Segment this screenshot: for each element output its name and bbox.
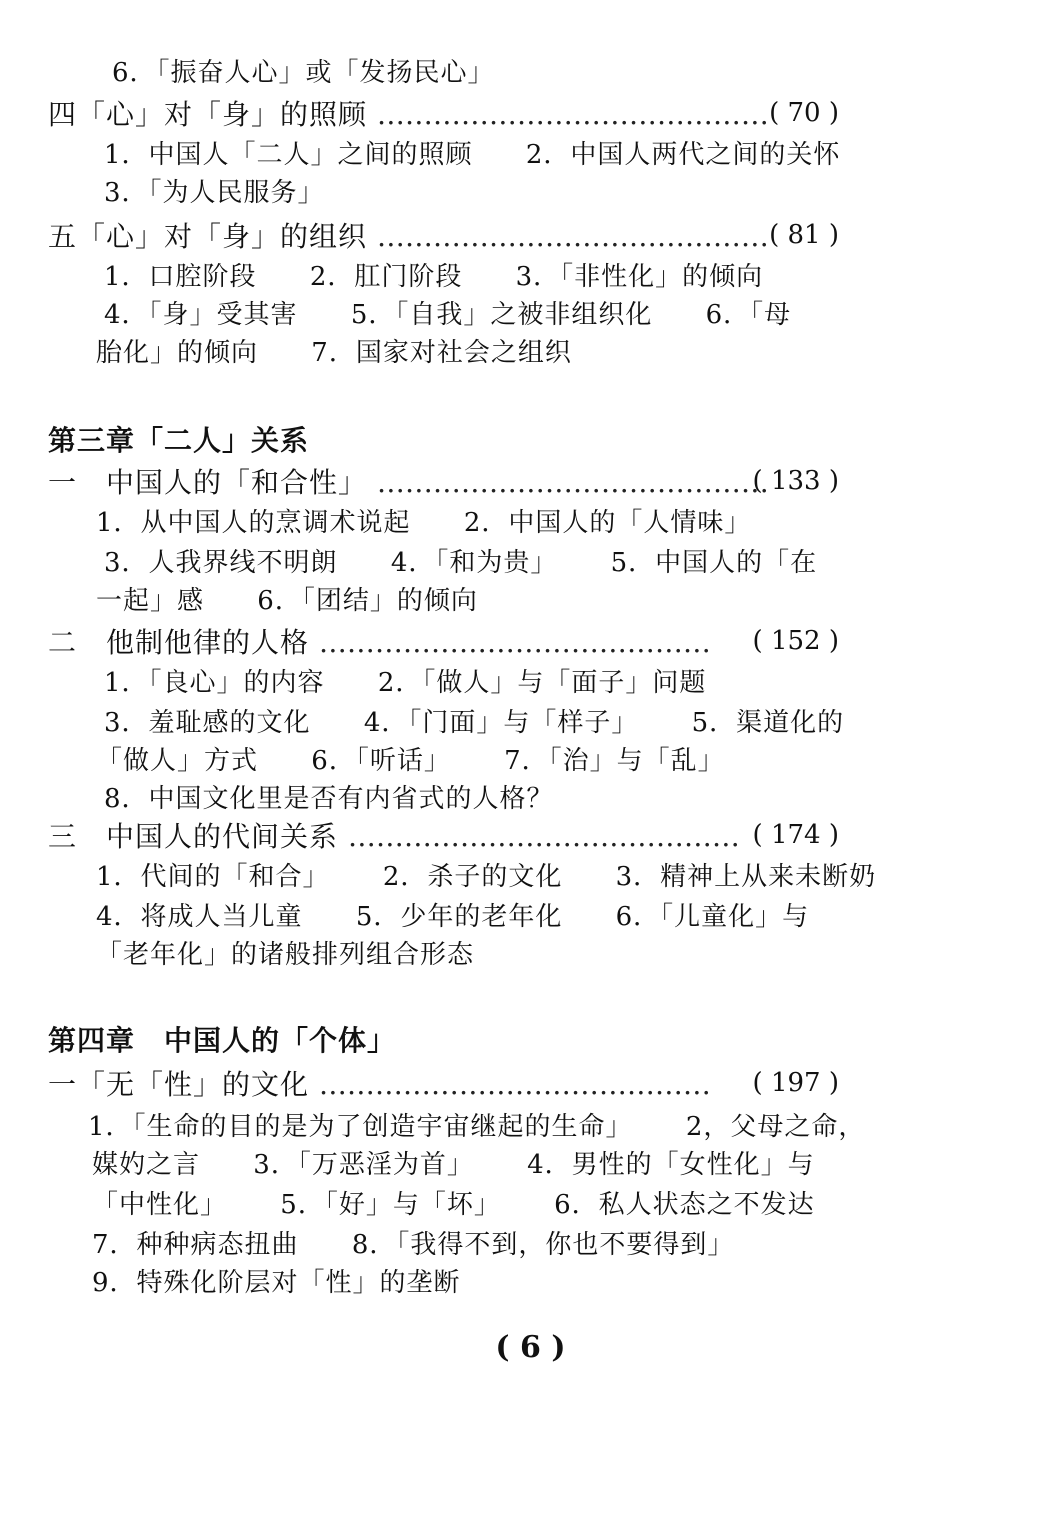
toc-section — [48, 466, 769, 500]
toc-item: 「做人」方式 — [96, 746, 259, 776]
toc-item: 胎化」的倾向 — [96, 338, 259, 368]
toc-item: 6．「团结」的倾向 — [257, 586, 478, 616]
toc-item: 7．「治」与「乱」 — [504, 746, 725, 776]
toc-items-row — [88, 1110, 865, 1144]
toc-item: 2．杀子的文化 — [382, 862, 563, 892]
toc-item: 1．代间的「和合」 — [96, 862, 330, 892]
toc-item: 3．精神上从来未断奶 — [615, 862, 877, 892]
toc-items-row — [96, 900, 809, 934]
toc-items-row — [96, 860, 876, 894]
toc-items-row — [92, 1188, 815, 1222]
toc-item: 5．少年的老年化 — [355, 902, 563, 932]
toc-item: 2．肛门阶段 — [309, 262, 463, 292]
toc-item: 6．「儿童化」与 — [615, 902, 810, 932]
toc-item: 2，父母之命， — [685, 1112, 866, 1142]
leader-dots: …………………………………… — [376, 466, 769, 499]
page-number: ( 174 ) — [752, 820, 839, 850]
leader-dots: …………………………………… — [318, 1068, 711, 1101]
toc-items-row — [104, 546, 817, 580]
page-folio: ( 6 ) — [495, 1330, 566, 1365]
toc-item: 5．「自我」之被非组织化 — [350, 300, 653, 330]
section-title: 一「无「性」的文化 — [48, 1068, 310, 1101]
toc-items-row — [96, 506, 751, 540]
toc-item: 5．中国人的「在 — [610, 548, 818, 578]
toc-item: 4．「身」受其害 — [104, 300, 298, 330]
toc-item: 1．从中国人的烹调术说起 — [96, 508, 411, 538]
toc-item: 1．中国人「二人」之间的照顾 — [104, 140, 473, 170]
toc-item: 「中性化」 — [92, 1190, 228, 1220]
section-title: 一 中国人的「和合性」 — [48, 466, 368, 499]
toc-item: 3．羞耻感的文化 — [104, 708, 311, 738]
toc-items-row — [92, 1266, 461, 1300]
toc-items-row — [104, 260, 763, 294]
toc-items-row — [104, 138, 840, 172]
toc-items-row — [92, 1228, 734, 1262]
toc-section — [48, 820, 740, 854]
toc-item: 5．「好」与「坏」 — [280, 1190, 501, 1220]
toc-section-4 — [48, 98, 769, 132]
toc-items-row — [96, 744, 725, 778]
toc-item: 9．特殊化阶层对「性」的垄断 — [92, 1268, 461, 1298]
toc-item: 一起」感 — [96, 586, 205, 616]
toc-item: 7．种种病态扭曲 — [92, 1230, 299, 1260]
toc-items-row — [104, 706, 844, 740]
toc-item: 4．「和为贵」 — [390, 548, 558, 578]
toc-item: 3．「非性化」的倾向 — [515, 262, 764, 292]
toc-item: 4．男性的「女性化」与 — [527, 1150, 815, 1180]
toc-item: 3．人我界线不明朗 — [104, 548, 338, 578]
toc-item: 8．「我得不到，你也不要得到」 — [351, 1230, 735, 1260]
leader-dots: …………………………………… — [376, 98, 769, 131]
chapter-4-title: 第四章 中国人的「个体」 — [48, 1024, 397, 1057]
page-number: ( 133 ) — [752, 466, 839, 496]
toc-item: 3．「万恶淫为首」 — [253, 1150, 474, 1180]
toc-item: 2．中国人两代之间的关怀 — [525, 140, 841, 170]
toc-section — [48, 626, 711, 660]
leader-dots: …………………………………… — [376, 220, 769, 253]
toc-item: 「老年化」的诸般排列组合形态 — [96, 940, 475, 970]
section-title: 三 中国人的代间关系 — [48, 820, 339, 853]
toc-item: 8．中国文化里是否有内省式的人格？ — [104, 784, 554, 814]
leader-dots: …………………………………… — [347, 820, 740, 853]
toc-items-row — [96, 938, 474, 972]
toc-item: 7．国家对社会之组织 — [311, 338, 572, 368]
page-number: ( 197 ) — [752, 1068, 839, 1098]
chapter-3-title: 第三章「二人」关系 — [48, 424, 310, 457]
toc-items-row — [104, 298, 791, 332]
toc-item: 2．「做人」与「面子」问题 — [377, 668, 707, 698]
toc-items-row — [104, 176, 325, 210]
toc-item: 6．私人状态之不发达 — [554, 1190, 815, 1220]
section-title: 五「心」对「身」的组织 — [48, 220, 368, 253]
toc-item: 1．「生命的目的是为了创造宇宙继起的生命」 — [88, 1112, 633, 1142]
toc-items-row — [104, 782, 554, 816]
page-number: ( 70 ) — [769, 98, 839, 128]
toc-item: 1．「良心」的内容 — [104, 668, 325, 698]
toc-item: 6．「母 — [705, 300, 792, 330]
toc-item: 5．渠道化的 — [691, 708, 845, 738]
toc-items-row — [92, 1148, 815, 1182]
toc-section — [48, 1068, 711, 1102]
page-number: ( 81 ) — [769, 220, 839, 250]
toc-item: 6．「振奋人心」或「发扬民心」 — [112, 58, 495, 88]
toc-item: 4．「门面」与「样子」 — [363, 708, 639, 738]
toc-items-row — [104, 666, 706, 700]
toc-item: 6．「听话」 — [311, 746, 451, 776]
toc-item: 2．中国人的「人情味」 — [463, 508, 752, 538]
section-title: 二 他制他律的人格 — [48, 626, 310, 659]
toc-section-5 — [48, 220, 769, 254]
page-number: ( 152 ) — [752, 626, 839, 656]
leader-dots: …………………………………… — [318, 626, 711, 659]
toc-items-row — [96, 336, 572, 370]
section-title: 四「心」对「身」的照顾 — [48, 98, 368, 131]
toc-item: 媒妁之言 — [92, 1150, 201, 1180]
toc-item: 3．「为人民服务」 — [104, 178, 325, 208]
toc-items-row — [96, 584, 478, 618]
toc-item: 1．口腔阶段 — [104, 262, 257, 292]
toc-item: 4．将成人当儿童 — [96, 902, 303, 932]
